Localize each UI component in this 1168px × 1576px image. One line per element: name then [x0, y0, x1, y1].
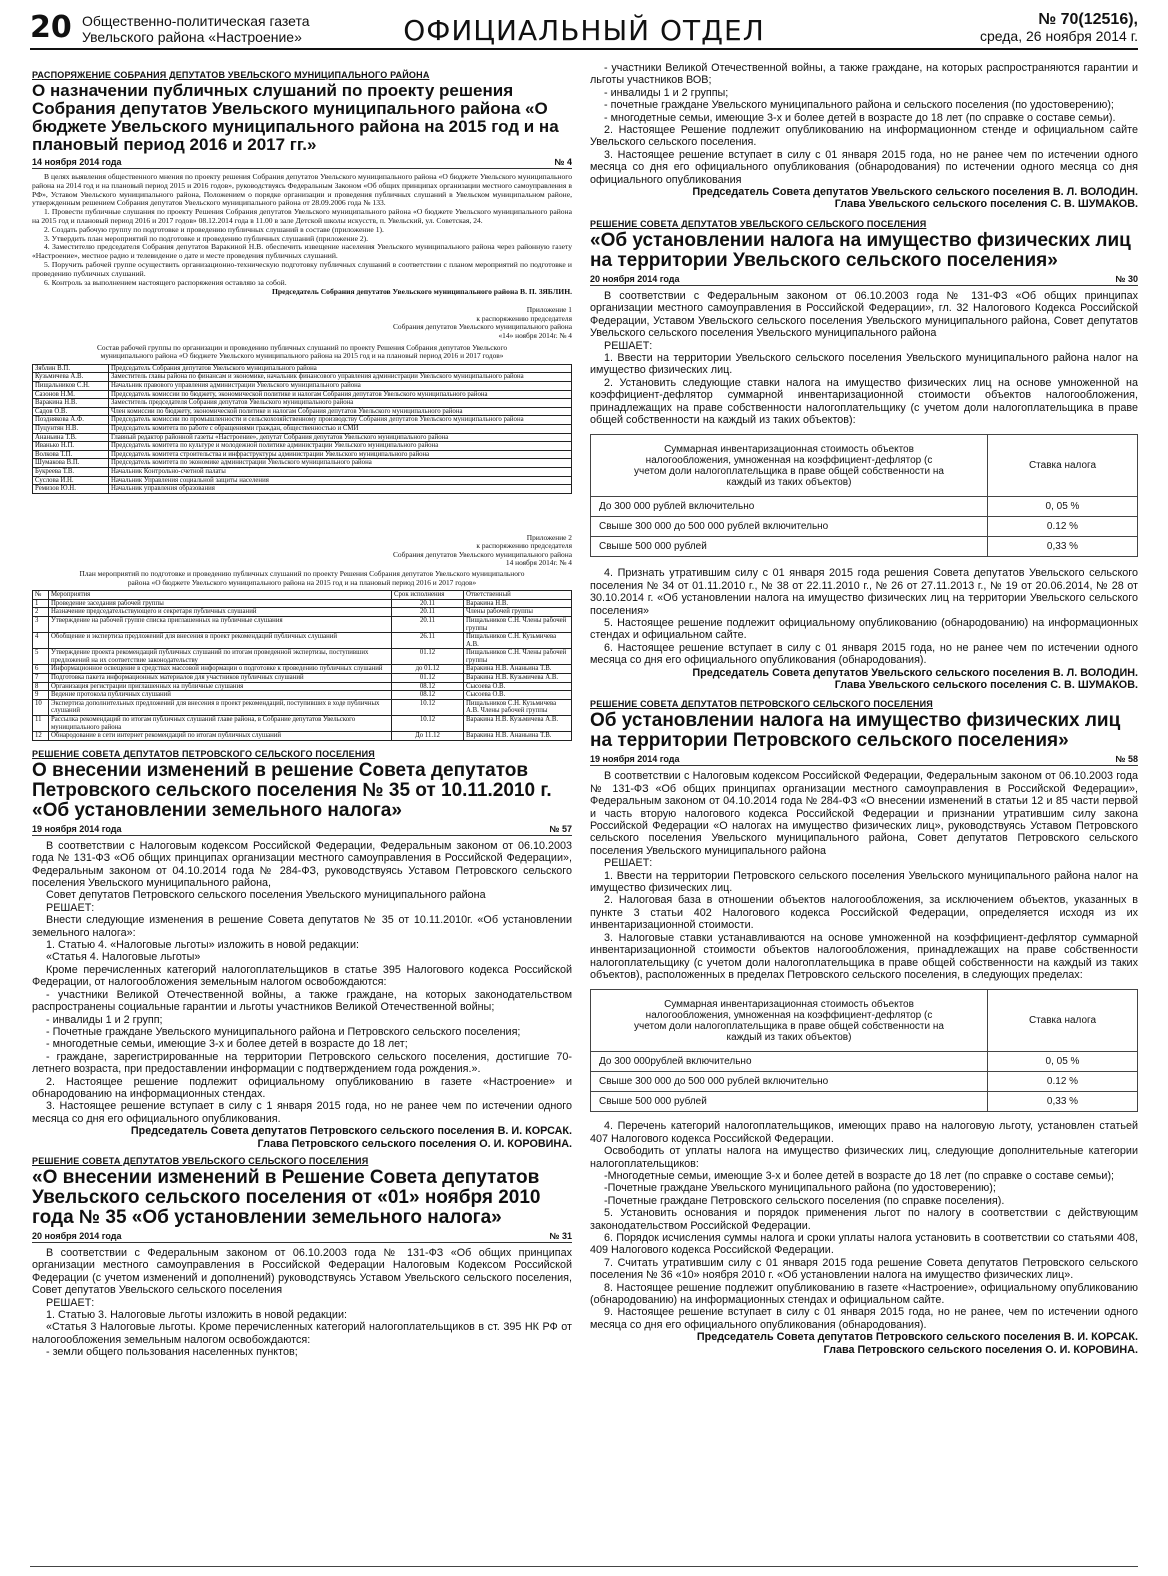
paragraph: 3. Настоящее решение вступает в силу с 1 января 2015 года, но не ранее чем по истечении одного месяца со дня его официального опубликования.	[32, 1100, 572, 1125]
table-header-cell: Ставка налога	[988, 435, 1138, 497]
signature: Глава Петровского сельского поселения О. И. КОРОВИНА.	[823, 1343, 1138, 1356]
signature: Председатель Совета депутатов Петровского сельского поселения В. И. КОРСАК.	[696, 1331, 1138, 1344]
paragraph: «Статья 3 Налоговые льготы. Кроме перечисленных категорий налогоплательщиков в ст. 395 НК РФ от налогообложения земельным налогом освобождаются:	[32, 1321, 572, 1346]
table-cell: Шумакова В.П.	[33, 459, 109, 468]
paragraph: - Почетные граждане Увельского муниципального района и Петровского сельского поселения;	[46, 1025, 521, 1038]
article-body	[590, 567, 1138, 666]
paragraph: 2. Налоговая база в отношении объектов налогообложения, за исключением объектов, указанных в пункте 3 статьи 402 Налогового кодекса Российской Федерации, определяется исходя из их инвентаризационной стоимости.	[590, 894, 1138, 932]
table-row	[33, 633, 572, 649]
table-cell: Пищальников С.Н. Члены рабочей группы	[464, 649, 572, 665]
table-row	[33, 424, 572, 433]
article-continuation	[590, 62, 1138, 186]
table-cell: Свыше 500 000 рублей	[591, 1092, 988, 1112]
paragraph: - многодетные семьи, имеющие 3-х и более детей в возрасте до 18 лет;	[46, 1038, 408, 1051]
table-cell: Председатель Собрания депутатов Увельского муниципального района	[109, 364, 572, 373]
right-column	[590, 62, 1138, 1356]
table-cell: Подготовка пакета информационных материалов для участников публичных слушаний	[49, 674, 392, 683]
paragraph: 3. Настоящее решение вступает в силу с 01 января 2015 года, но не ранее чем по истечении одного месяца со дня его официального опубликования (обнародования) по истечении одного месяца со дня официального опубликования	[590, 148, 1138, 186]
paragraph: РЕШАЕТ:	[46, 1296, 95, 1309]
paragraph: 3. Утвердить план мероприятий по подготовке и проведению публичных слушаний (приложение 2).	[44, 233, 369, 243]
paragraph: - почетные граждане Увельского муниципального района и сельского поселения (по удостоверению);	[604, 99, 1114, 112]
article-kicker: РЕШЕНИЕ СОВЕТА ДЕПУТАТОВ ПЕТРОВСКОГО СЕЛЬСКОГО ПОСЕЛЕНИЯ	[32, 748, 375, 759]
table-cell: Экспертиза дополнительных предложений для внесения в проект рекомендаций, поступивших в ходе публичных слушаний	[49, 699, 392, 715]
table-cell: Свыше 500 000 рублей	[591, 537, 988, 557]
table-row	[33, 674, 572, 683]
article-body	[590, 290, 1138, 426]
paragraph: 2. Настоящее Решение подлежит опубликованию на информационном стенде и официальном сайте Увельского сельского поселения.	[590, 124, 1138, 149]
table-cell: Начальник правового управления администрации Увельского муниципального района	[109, 381, 572, 390]
table-cell: Варакина Н.В. Ананьина Т.В.	[464, 665, 572, 674]
table-cell: Утверждение проекта рекомендаций публичных слушаний по итогам проведенной экспертизы, поступивших предложений на их соответствие законодательству	[49, 649, 392, 665]
table-row	[33, 665, 572, 674]
table-row	[33, 649, 572, 665]
paragraph: 3. Налоговые ставки устанавливаются на основе умноженной на коэффициент-дефлятор суммарной инвентаризационной стоимости объектов налогообложения, принадлежащих на праве собственности налогоплательщику (с учетом доли налогоплательщика в праве общей собственности на каждый из таких объектов), расположенных в пределах Петровского сельского поселения, в следующих пределах:	[590, 931, 1138, 981]
signature: Председатель Совета депутатов Увельского сельского поселения В. Л. ВОЛОДИН.	[692, 186, 1138, 199]
tax-rate-table	[590, 989, 1138, 1112]
table-row	[591, 1052, 1138, 1072]
table-cell: 11	[33, 716, 49, 732]
paragraph: Совет депутатов Петровского сельского поселения Увельского муниципального района	[46, 889, 486, 902]
table-header-cell: Суммарная инвентаризационная стоимость объектов налогообложения, умноженная на коэффициент-дефлятор (с учетом доли налогоплательщика в праве общей собственности на каждый из таких объектов)	[591, 990, 988, 1052]
table-cell: Председатель комиссии по промышленности и сельскохозяйственному производству Собрания депутатов Увельского муниципального района	[109, 416, 572, 425]
paragraph: 2. Настоящее решение подлежит официальному опубликованию в газете «Настроение» и обнародованию на информационных стендах.	[32, 1075, 572, 1100]
paragraph: 5. Поручить рабочей группе осуществить организационно-техническую подготовку публичных слушаний в соответствии с планом мероприятий по подготовке и проведению публичных слушаний.	[32, 259, 572, 278]
article-title: «О внесении изменений в Решение Совета депутатов Увельского сельского поселения от «01» ноября 2010 года № 35 «Об установлении земельного налога»	[32, 1166, 541, 1228]
appendix-1-heading: Приложение 1 к распоряжению председателя Собрания депутатов Увельского муниципального района «14» ноября 2014г. № 4	[392, 305, 572, 340]
article-body	[590, 1120, 1138, 1331]
table-cell: Председатель комитета строительства и инфраструктуры администрации Увельского муниципального района	[109, 450, 572, 459]
table-row	[33, 373, 572, 382]
table-cell: 10.12	[392, 716, 464, 732]
paragraph: - инвалиды 1 и 2 группы;	[604, 86, 729, 99]
article-kicker: РАСПОРЯЖЕНИЕ СОБРАНИЯ ДЕПУТАТОВ УВЕЛЬСКОГО МУНИЦИПАЛЬНОГО РАЙОНА	[32, 70, 430, 80]
signature: Председатель Собрания депутатов Увельского муниципального района В. П. ЗЯБЛИН.	[271, 287, 572, 297]
article-title: Об установлении налога на имущество физических лиц на территории Петровского сельского поселения»	[590, 710, 1121, 752]
paragraph: -Почетные граждане Петровского сельского поселения (по справке поселения).	[604, 1194, 1005, 1207]
table-row	[33, 699, 572, 715]
table-cell: 4	[33, 633, 49, 649]
paragraph: 6. Порядок исчисления суммы налога и сроки уплаты налога установить в соответствии со статьями 408, 409 Налогового кодекса Российской Федерации.	[590, 1231, 1138, 1257]
paragraph: В соответствии с Налоговым кодексом Российской Федерации, Федеральным законом от 06.10.2003 года № 131-ФЗ «Об общих принципах организации местного самоуправления в Российской Федерации», Федеральным законом от 04.10.2014 года № 284-ФЗ, руководствуясь Уставом Петровского сельского поселения Увельского муниципального района,	[32, 839, 572, 890]
table-cell: 9	[33, 691, 49, 700]
paragraph: -Многодетные семьи, имеющие 3-х и более детей в возрасте до 18 лет (по справке о составе семьи);	[604, 1169, 1115, 1182]
article-number: № 57	[549, 823, 572, 834]
table-cell: Суслова И.Н.	[33, 476, 109, 485]
paragraph: Внести следующие изменения в решение Совета депутатов № 35 от 10.11.2010г. «Об установлении земельного налога»:	[32, 914, 572, 939]
table-cell: Ремизов Ю.Н.	[33, 485, 109, 494]
paragraph: - инвалиды 1 и 2 групп;	[46, 1013, 163, 1026]
table-row	[33, 616, 572, 632]
table-cell: Начальник Управления социальной защиты населения	[109, 476, 572, 485]
table-header-cell: Ставка налога	[988, 990, 1138, 1052]
table-cell: 6	[33, 665, 49, 674]
table-cell: 26.11	[392, 633, 464, 649]
table-cell: Ананьина Т.В.	[33, 433, 109, 442]
paragraph: Кроме перечисленных категорий налогоплательщиков в статье 395 Налогового кодекса Российской Федерации, от налогообложения земельным налогом освобождаются:	[32, 963, 572, 989]
table-cell: 3	[33, 616, 49, 632]
article-body	[32, 840, 572, 1125]
paragraph: 7. Считать утратившим силу с 01 января 2015 года решение Совета депутатов Петровского сельского поселения № 36 «10» ноября 2010 г. «Об установлении налога на имущество физических лиц».	[590, 1256, 1138, 1282]
paragraph: 5. Настоящее решение подлежит официальному опубликованию (обнародованию) на информационных стендах и официальном сайте.	[590, 616, 1138, 642]
table-cell: Волкова Т.П.	[33, 450, 109, 459]
paragraph: 6. Контроль за выполнением настоящего распоряжения оставляю за собой.	[44, 277, 287, 287]
paragraph: «Статья 4. Налоговые льготы»	[46, 951, 201, 964]
table-cell: 08.12	[392, 691, 464, 700]
table-cell: До 300 000рублей включительно	[591, 1052, 988, 1072]
table-row	[591, 1072, 1138, 1092]
table-cell: 0,33 %	[988, 1092, 1138, 1112]
paragraph: - многодетные семьи, имеющие 3-х и более детей в возрасте до 18 лет (по справке о составе семьи).	[604, 111, 1116, 124]
article-date: 19 ноября 2014 года	[590, 754, 680, 765]
paragraph: В соответствии с Федеральным законом от 06.10.2003 года № 131-ФЗ «Об общих принципах организации местного самоуправления в Российской Федерации», гл. 32 Налогового Кодекса Российской Федерации, Уставом Увельского сельского поселения Увельского муниципального района, Совет депутатов Увельского сельского поселения Увельского муниципального района	[590, 289, 1138, 340]
appendix-1-caption: Состав рабочей группы по организации и проведению публичных слушаний по проекту Решения Собрания депутатов Увельского муниципального района «О бюджете Увельского муниципального района на 2015 год и на плановый период 2016 и 2017 годов»	[96, 342, 508, 361]
events-plan-table	[32, 590, 572, 741]
appendix-2-caption: План мероприятий по подготовке и проведению публичных слушаний по проекту Решения Собрания депутатов Увельского муниципального района «О бюджете Увельского муниципального района на 2015 год и на плановый период 2016 и 2017 годов»	[79, 569, 525, 587]
table-cell: Иванько Н.П.	[33, 442, 109, 451]
table-row	[33, 467, 572, 476]
article-kicker: РЕШЕНИЕ СОВЕТА ДЕПУТАТОВ УВЕЛЬСКОГО СЕЛЬСКОГО ПОСЕЛЕНИЯ	[32, 1155, 369, 1166]
paragraph: - участники Великой Отечественной войны, а также граждане, на которых распространяются гарантии и льготы участников ВОВ;	[590, 62, 1138, 87]
table-cell: Начальник управления образования	[109, 485, 572, 494]
table-cell: 10.12	[392, 699, 464, 715]
table-cell: 01.12	[392, 674, 464, 683]
table-cell: Сысоева О.В.	[464, 682, 572, 691]
article-title: О внесении изменений в решение Совета депутатов Петровского сельского поселения № 35 от 10.11.2010 г. «Об установлении земельного налога»	[32, 759, 552, 821]
paragraph: - участники Великой Отечественной войны, а также граждане, на которых законодательством распространены социальные гарантии и льготы участников Великой Отечественной войны;	[32, 988, 572, 1014]
paragraph: РЕШАЕТ:	[46, 901, 95, 914]
table-cell: 20.11	[392, 616, 464, 632]
table-cell: Сысоева О.В.	[464, 691, 572, 700]
table-row	[33, 416, 572, 425]
article-number: № 31	[549, 1230, 572, 1241]
paragraph: - земли общего пользования населенных пунктов;	[46, 1346, 298, 1359]
article-uvelskoe-land-tax	[32, 1156, 572, 1359]
section-title: ОФИЦИАЛЬНЫЙ ОТДЕЛ	[403, 14, 765, 47]
table-cell: Организация регистрации приглашенных на публичные слушания	[49, 682, 392, 691]
table-cell: 0.12 %	[988, 517, 1138, 537]
table-row	[33, 485, 572, 494]
table-cell: Председатель комитета по культуре и молодежной политике администрации Увельского муниципального района	[109, 442, 572, 451]
table-cell: 0.12 %	[988, 1072, 1138, 1092]
paragraph: - граждане, зарегистрированные на территории Петровского сельского поселения, достигшие 70-летнего возраста, при предоставлении информации с подтверждением года рождения.».	[32, 1050, 572, 1076]
table-cell: Председатель комитета по экономике администрации Увельского муниципального района	[109, 459, 572, 468]
paragraph: В соответствии с Федеральным законом от 06.10.2003 года № 131-ФЗ «Об общих принципах организации местного самоуправления в Российской Федерации Налоговым Кодексом Российской Федерации (с учетом изменений и дополнений) руководствуясь Уставом Увельского сельского поселения, Совет депутатов Увельского сельского поселения	[32, 1246, 572, 1297]
paragraph: 4. Признать утратившим силу с 01 января 2015 года решения Совета депутатов Увельского сельского поселения № 34 от 01.11.2010 г., № 38 от 22.11.2010 г., № 26 от 27.11.2013 г., № 19 от 20.06.2014, № 28 от 30.10.2014 г. «Об установлении налога на имущество физических лиц на территории Увельского сельского поселения»	[590, 567, 1138, 617]
table-cell: Проведение заседания рабочей группы	[49, 599, 392, 608]
tax-rate-table	[590, 434, 1138, 557]
table-row	[33, 407, 572, 416]
table-row	[33, 608, 572, 617]
table-cell: Назначение председательствующего и секретаря публичных слушаний	[49, 608, 392, 617]
appendix-2-heading: Приложение 2 к распоряжению председателя Собрания депутатов Увельского муниципального района 14 ноября 2014г. № 4	[392, 532, 572, 567]
table-cell: 20.11	[392, 599, 464, 608]
table-row	[33, 390, 572, 399]
table-header-cell: Срок исполнения	[392, 591, 464, 600]
paragraph: РЕШАЕТ:	[604, 339, 653, 352]
paragraph: 8. Настоящее решение подлежит опубликованию в газете «Настроение», официальному опубликованию (обнародованию) на информационных стендах и официальном сайте.	[590, 1281, 1138, 1306]
table-cell: Информационное освещение в средствах массовой информации о подготовке к проведению публичных слушаний	[49, 665, 392, 674]
article-budget-hearings	[32, 70, 572, 741]
table-cell: Кузьмичева А.В.	[33, 373, 109, 382]
table-cell: 5	[33, 649, 49, 665]
table-cell: Садов О.В.	[33, 407, 109, 416]
table-cell: Варакина Н.В. Кузьмичева А.В.	[464, 674, 572, 683]
paragraph: 2. Создать рабочую группу по подготовке и проведению публичных слушаний в составе (приложение 1).	[44, 224, 384, 234]
paragraph: 6. Настоящее решение вступает в силу с 01 января 2015 года, но не ранее чем по истечении одного месяца со дня его официального опубликования (обнародования).	[590, 641, 1138, 667]
left-column	[32, 64, 572, 1359]
paragraph: 1. Статью 3. Налоговые льготы изложить в новой редакции:	[46, 1309, 347, 1322]
table-row	[591, 497, 1138, 517]
paragraph: 1. Ввести на территории Увельского сельского поселения Увельского муниципального района налог на имущество физических лиц.	[590, 351, 1138, 377]
article-body	[32, 1247, 572, 1359]
table-cell: Букреева Т.В.	[33, 467, 109, 476]
signature: Глава Увельского сельского поселения С. В. ШУМАКОВ.	[834, 679, 1138, 691]
article-title: О назначении публичных слушаний по проекту решения Собрания депутатов Увельского муниципального района «О бюджете Увельского муниципального района на 2015 год и на плановый период 2016 и 2017 гг.»	[32, 81, 559, 154]
paragraph: 1. Статью 4. «Налоговые льготы» изложить в новой редакции:	[46, 939, 359, 952]
table-cell: Заместитель председателя Собрания депутатов Увельского муниципального района	[109, 399, 572, 408]
table-cell: Пищальников С.Н. Кузьмичева А.В.	[464, 633, 572, 649]
table-cell: Пуцунтян Н.В.	[33, 424, 109, 433]
page-number: 20	[30, 10, 72, 45]
table-row	[33, 476, 572, 485]
table-cell: Варакина Н.В. Ананьина Т.В.	[464, 732, 572, 741]
table-cell: Зяблин В.П.	[33, 364, 109, 373]
table-cell: до 01.12	[392, 665, 464, 674]
table-cell: Рассылка рекомендаций по итогам публичных слушаний главе района, в Собрание депутатов Увельского муниципального района	[49, 716, 392, 732]
signature: Председатель Совета депутатов Петровского сельского поселения В. И. КОРСАК.	[130, 1125, 572, 1138]
table-row	[33, 459, 572, 468]
table-row	[33, 364, 572, 373]
table-cell: Члены рабочей группы	[464, 608, 572, 617]
paragraph: РЕШАЕТ:	[604, 857, 653, 870]
issue-info	[980, 11, 1138, 45]
table-cell: Председатель комитета по работе с обращениями граждан, общественностью и СМИ	[109, 424, 572, 433]
article-petrovskoe-land-tax	[32, 749, 572, 1150]
table-row	[591, 537, 1138, 557]
article-date: 19 ноября 2014 года	[32, 823, 122, 834]
article-uvelskoe-property-tax	[590, 219, 1138, 692]
table-cell: 10	[33, 699, 49, 715]
paragraph: -Почетные граждане Увельского муниципального района (по удостоверению);	[604, 1182, 996, 1195]
table-cell: Пищальников С.Н. Члены рабочей группы	[464, 616, 572, 632]
paragraph: 4. Перечень категорий налогоплательщиков, имеющих право на налоговую льготу, установлен статьей 407 Налогового кодекса Российской Федерации.	[590, 1120, 1138, 1145]
table-row	[33, 682, 572, 691]
table-header-cell: Ответственный	[464, 591, 572, 600]
issue-date: среда, 26 ноября 2014 г.	[980, 28, 1138, 44]
table-cell: Позднякова А.Ф.	[33, 416, 109, 425]
table-cell: Варакина Н.В.	[464, 599, 572, 608]
table-cell: Сазонов Н.М.	[33, 390, 109, 399]
table-cell: До 300 000 рублей включительно	[591, 497, 988, 517]
table-cell: 08.12	[392, 682, 464, 691]
page-header	[30, 8, 1138, 50]
table-cell: Свыше 300 000 до 500 000 рублей включительно	[591, 1072, 988, 1092]
paragraph: 1. Ввести на территории Петровского сельского поселения Увельского муниципального района налог на имущество физических лиц.	[590, 869, 1138, 895]
paragraph: 4. Заместителю председателя Собрания депутатов Варакиной Н.В. обеспечить извещение населения Увельского муниципального района через районную газету «Настроение», местное радио и телевидение о дате и месте проведения публичных слушаний.	[32, 242, 572, 261]
table-cell: Председатель комиссии по бюджету, экономической политике и налогам Собрания депутатов Увельского муниципального района	[109, 390, 572, 399]
table-row	[33, 442, 572, 451]
paragraph: 9. Настоящее решение вступает в силу с 01 января 2015 года, но не ранее, чем по истечении одного месяца со дня его официального опубликования (обнародования).	[590, 1306, 1138, 1331]
table-cell: 20.11	[392, 608, 464, 617]
signature: Председатель Совета депутатов Увельского сельского поселения В. Л. ВОЛОДИН.	[692, 666, 1138, 679]
article-date: 20 ноября 2014 года	[590, 273, 680, 284]
table-cell: Обобщение и экспертиза предложений для внесения в проект рекомендаций публичных слушаний	[49, 633, 392, 649]
table-header-cell: №	[33, 591, 49, 600]
paragraph: В соответствии с Налоговым кодексом Российской Федерации, Федеральным законом от 06.10.2003 года № 131-ФЗ «Об общих принципах организации местного самоуправления в Российской Федерации», Федеральным законом от 04.10.2014 года № 284-ФЗ «О внесении изменений в статьи 12 и 85 части первой и часть вторую налогового кодекса Российской Федерации и признании утратившим силу закона Российской Федерации «О налогах на имущество физических лиц», руководствуясь Уставом Петровского сельского поселения Увельского муниципального района, Совет депутатов Петровского сельского поселения Увельского муниципального района	[590, 770, 1138, 857]
page-bottom-rule	[30, 1566, 1138, 1567]
table-cell: 12	[33, 732, 49, 741]
table-cell: 0,33 %	[988, 537, 1138, 557]
table-row	[33, 691, 572, 700]
table-row	[591, 1092, 1138, 1112]
table-cell: Пищальников С.Н. Кузьмичева А.В. Члены рабочей группы	[464, 699, 572, 715]
table-cell: Свыше 300 000 до 500 000 рублей включительно	[591, 517, 988, 537]
table-cell: Член комиссии по бюджету, экономической политике и налогам Собрания депутатов Увельского муниципального района	[109, 407, 572, 416]
article-kicker: РЕШЕНИЕ СОВЕТА ДЕПУТАТОВ ПЕТРОВСКОГО СЕЛЬСКОГО ПОСЕЛЕНИЯ	[590, 699, 933, 710]
table-cell: 8	[33, 682, 49, 691]
table-cell: Главный редактор районной газеты «Настроение», депутат Собрания депутатов Увельского муниципального района	[109, 433, 572, 442]
table-cell: Ведение протокола публичных слушаний	[49, 691, 392, 700]
paragraph: 5. Установить основания и порядок применения льгот по налогу в соответствии с действующим законодательством Российской Федерации.	[590, 1207, 1138, 1232]
table-header-cell: Суммарная инвентаризационная стоимость объектов налогообложения, умноженная на коэффициент-дефлятор (с учетом доли налогоплательщика в праве общей собственности на каждый из таких объектов)	[591, 435, 988, 497]
table-row	[33, 399, 572, 408]
table-cell: До 11.12	[392, 732, 464, 741]
issue-number: № 70(12516),	[1038, 11, 1138, 28]
working-group-table	[32, 364, 572, 494]
table-row	[591, 517, 1138, 537]
table-row	[33, 732, 572, 741]
table-header-cell: Мероприятия	[49, 591, 392, 600]
article-title: «Об установлении налога на имущество физических лиц на территории Увельского сельского поселения»	[590, 229, 1131, 271]
table-row	[33, 381, 572, 390]
article-kicker: РЕШЕНИЕ СОВЕТА ДЕПУТАТОВ УВЕЛЬСКОГО СЕЛЬСКОГО ПОСЕЛЕНИЯ	[590, 218, 927, 229]
table-cell: Начальник Контрольно-счетной палаты	[109, 467, 572, 476]
article-number: № 4	[554, 157, 572, 167]
article-number: № 30	[1115, 273, 1138, 284]
table-cell: Заместитель главы района по финансам и экономике, начальник финансового управления администрации Увельского муниципального района	[109, 373, 572, 382]
paragraph: 2. Установить следующие ставки налога на имущество физических лиц на основе умноженной на коэффициент-дефлятор суммарной инвентаризационной стоимости объектов налогообложения, принадлежащих на праве собственности налогоплательщику (с учетом доли налогоплательщика в праве общей собственности на каждый из таких объектов):	[590, 376, 1138, 426]
article-date: 14 ноября 2014 года	[32, 157, 122, 167]
article-body	[590, 770, 1138, 981]
table-cell: 0, 05 %	[988, 497, 1138, 517]
table-cell: Утверждение на рабочей группе списка приглашенных на публичные слушания	[49, 616, 392, 632]
table-cell: 1	[33, 599, 49, 608]
article-number: № 58	[1115, 754, 1138, 765]
table-row	[33, 433, 572, 442]
table-row	[33, 599, 572, 608]
table-cell: 2	[33, 608, 49, 617]
table-cell: Обнародование в сети интернет рекомендаций по итогам публичных слушаний	[49, 732, 392, 741]
table-cell: 0, 05 %	[988, 1052, 1138, 1072]
article-petrovskoe-property-tax	[590, 699, 1138, 1356]
table-cell: Варакина Н.В.	[33, 399, 109, 408]
signature: Глава Увельского сельского поселения С. В. ШУМАКОВ.	[834, 198, 1138, 211]
article-date: 20 ноября 2014 года	[32, 1230, 122, 1241]
signature: Глава Петровского сельского поселения О. И. КОРОВИНА.	[257, 1137, 572, 1150]
table-cell: Пищальников С.Н.	[33, 381, 109, 390]
table-cell: 01.12	[392, 649, 464, 665]
table-row	[33, 450, 572, 459]
table-cell: 7	[33, 674, 49, 683]
publication-name: Общественно-политическая газета Увельского района «Настроение»	[82, 13, 310, 45]
table-cell: Варакина Н.В. Кузьмичева А.В.	[464, 716, 572, 732]
table-row	[33, 716, 572, 732]
paragraph: В целях выявления общественного мнения по проекту решения Собрания депутатов Увельского муниципального района «О бюджете Увельского муниципального района на 2014 год и на плановый период 2015 и 2016 годов», руководствуясь Федеральным Законом «Об общих принципах организации местного самоуправления в РФ», Уставом Увельского муниципального района, Положением о порядке организации и проведения публичных слушаний в Увельском муниципальном районе, утвержденным решением Собрания депутатов Увельского муниципального района от 28.09.2006 года № 133.	[32, 172, 572, 208]
paragraph: 1. Провести публичные слушания по проекту Решения Собрания депутатов Увельского муниципального района «О бюджете Увельского муниципального района на 2015 год и плановый период 2016 и 2017 годов» 08.12.2014 года в 11.00 в зале Детской школы искусств, п. Увельский, ул. Советская, 24.	[32, 207, 572, 225]
paragraph: Освободить от уплаты налога на имущество физических лиц, следующие дополнительные категории налогоплательщиков:	[590, 1145, 1138, 1170]
